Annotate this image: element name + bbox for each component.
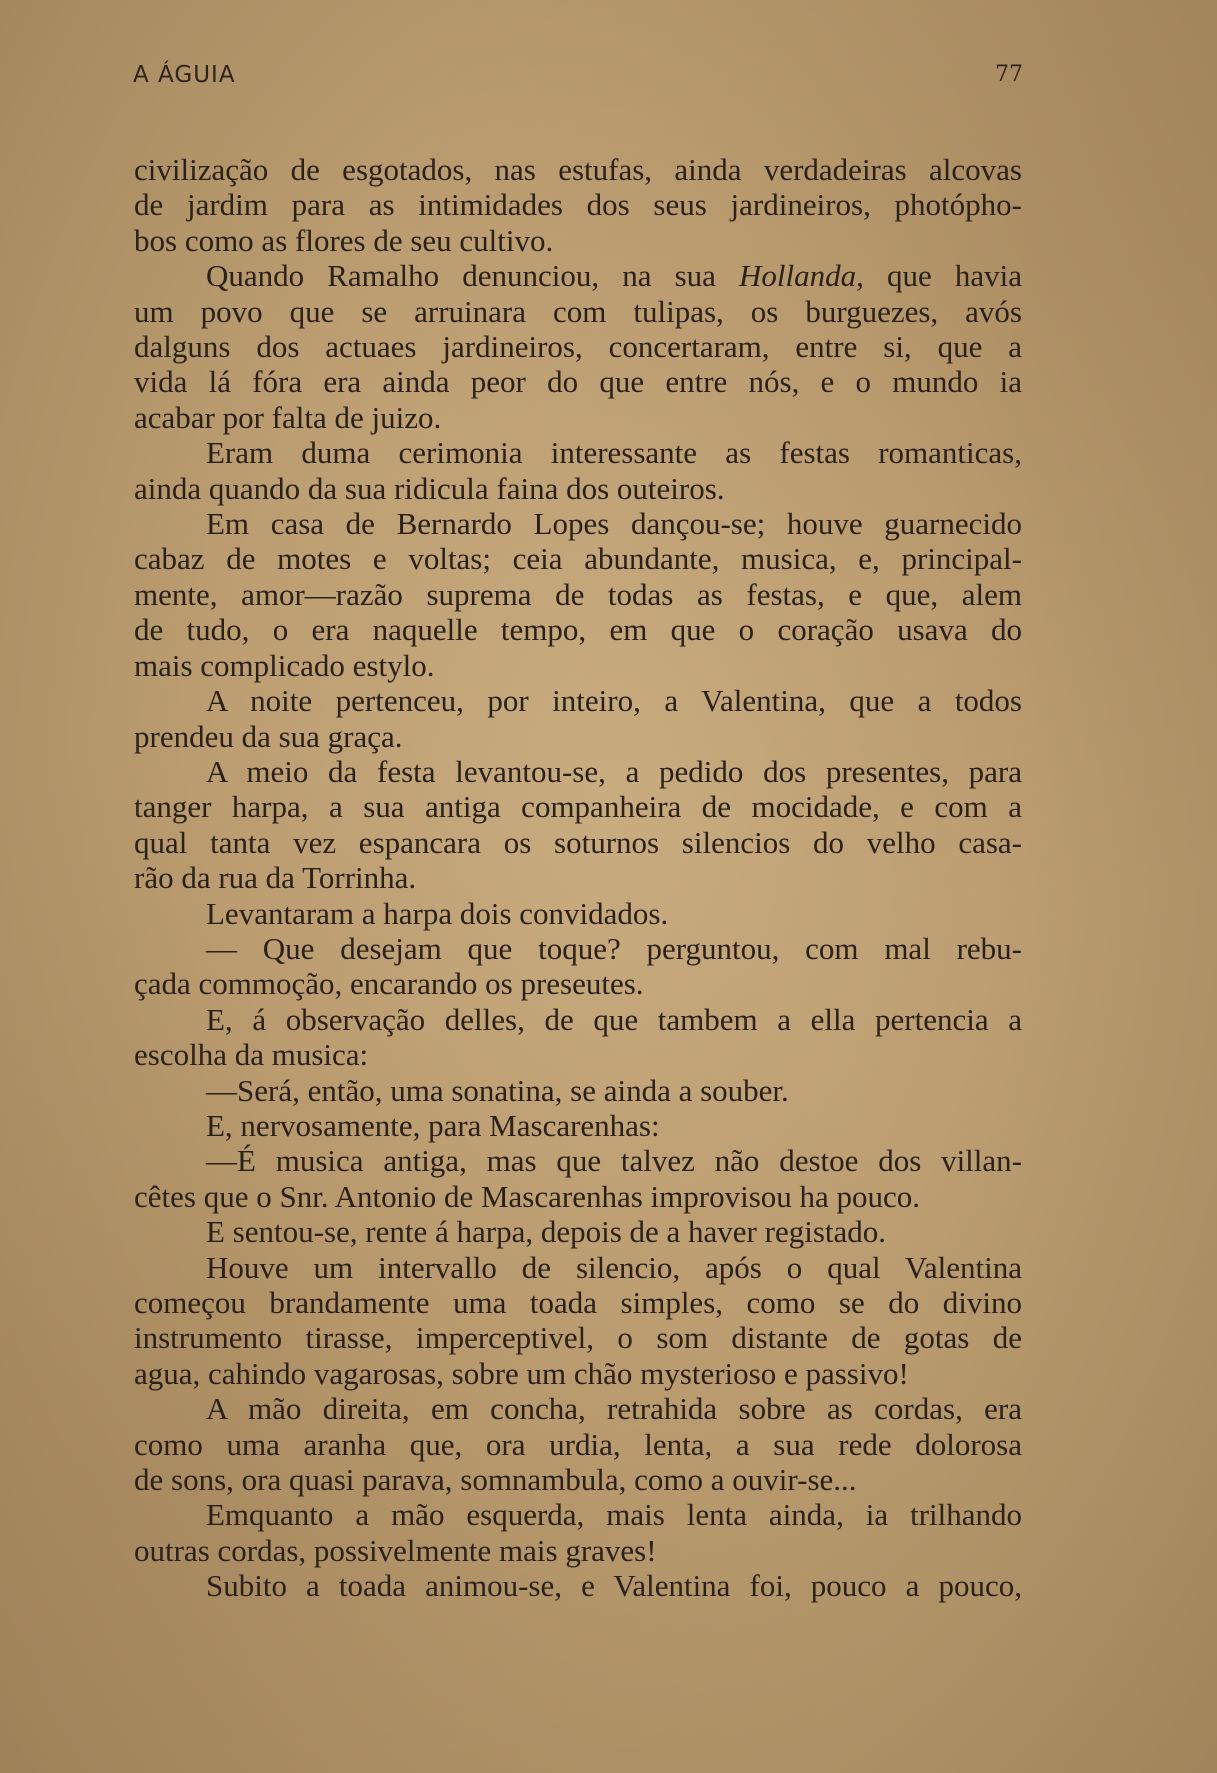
text-line: Houve um intervallo de silencio, após o qual Valentina: [206, 1249, 1022, 1285]
text-line: bos como as flores de seu cultivo.: [134, 222, 554, 258]
text-line: como uma aranha que, ora urdia, lenta, a sua rede dolorosa: [134, 1426, 1022, 1462]
text-line: E, nervosamente, para Mascarenhas:: [206, 1107, 660, 1143]
text-line: mente, amor—razão suprema de todas as festas, e que, alem: [134, 576, 1022, 612]
running-title: A ÁGUIA: [133, 62, 236, 88]
text-line: um povo que se arruinara com tulipas, os burguezes, avós: [134, 293, 1022, 329]
text-line: E, á observação delles, de que tambem a ella pertencia a: [206, 1001, 1022, 1037]
text-line: Eram duma cerimonia interessante as festas romanticas,: [206, 435, 1022, 471]
text-line: Subito a toada animou-se, e Valentina foi, pouco a pouco,: [206, 1568, 1022, 1604]
text-line: —É musica antiga, mas que talvez não destoe dos villan-: [206, 1143, 1022, 1179]
text-line: — Que desejam que toque? perguntou, com mal rebu-: [206, 930, 1022, 966]
text-line: começou brandamente uma toada simples, como se do divino: [134, 1285, 1022, 1320]
text-line: cabaz de motes e voltas; ceia abundante, musica, e, principal-: [134, 541, 1022, 577]
text-line: de sons, ora quasi parava, somnambula, como a ouvir-se...: [134, 1462, 857, 1498]
text-line: de jardim para as intimidades dos seus jardineiros, photópho-: [134, 187, 1022, 223]
text-line: A meio da festa levantou-se, a pedido dos presentes, para: [206, 753, 1022, 789]
text-line: Levantaram a harpa dois convidados.: [206, 895, 669, 931]
text-line: mais complicado estylo.: [134, 647, 435, 683]
text-line: outras cordas, possivelmente mais graves!: [134, 1532, 657, 1568]
text-line: escolha da musica:: [134, 1037, 369, 1073]
page-number: 77: [995, 62, 1023, 87]
text-line: A mão direita, em concha, retrahida sobre as cordas, era: [206, 1391, 1022, 1427]
text-line: dalguns dos actuaes jardineiros, concertaram, entre si, que a: [134, 329, 1022, 365]
text-line: çada commoção, encarando os preseutes.: [134, 966, 644, 1002]
text-line: prendeu da sua graça.: [134, 718, 403, 754]
text-line: de tudo, o era naquelle tempo, em que o coração usava do: [134, 612, 1022, 648]
text-line: ainda quando da sua ridicula faina dos outeiros.: [134, 470, 725, 506]
text-line: tanger harpa, a sua antiga companheira de mocidade, e com a: [134, 789, 1022, 825]
text-line: rão da rua da Torrinha.: [134, 860, 417, 896]
text-line: Quando Ramalho denunciou, na sua Hollanda, que havia: [206, 258, 1022, 294]
text-line: Emquanto a mão esquerda, mais lenta ainda, ia trilhando: [206, 1497, 1022, 1533]
text-line: instrumento tirasse, imperceptivel, o som distante de gotas de: [134, 1320, 1022, 1356]
text-line: Em casa de Bernardo Lopes dançou-se; houve guarnecido: [206, 506, 1022, 542]
text-line: vida lá fóra era ainda peor do que entre nós, e o mundo ia: [134, 364, 1022, 400]
page-header: [133, 62, 1023, 102]
body-text: [134, 152, 1022, 1604]
text-line: agua, cahindo vagarosas, sobre um chão mysterioso e passivo!: [134, 1355, 909, 1391]
text-line: qual tanta vez espancara os soturnos silencios do velho casa-: [134, 824, 1022, 860]
text-line: E sentou-se, rente á harpa, depois de a haver registado.: [206, 1214, 887, 1250]
text-line: A noite pertenceu, por inteiro, a Valentina, que a todos: [206, 683, 1022, 719]
text-line: civilização de esgotados, nas estufas, ainda verdadeiras alcovas: [134, 152, 1022, 187]
text-line: acabar por falta de juizo.: [134, 399, 442, 435]
text-line: —Será, então, uma sonatina, se ainda a souber.: [206, 1072, 789, 1108]
text-line: cêtes que o Snr. Antonio de Mascarenhas improvisou ha pouco.: [134, 1178, 921, 1214]
